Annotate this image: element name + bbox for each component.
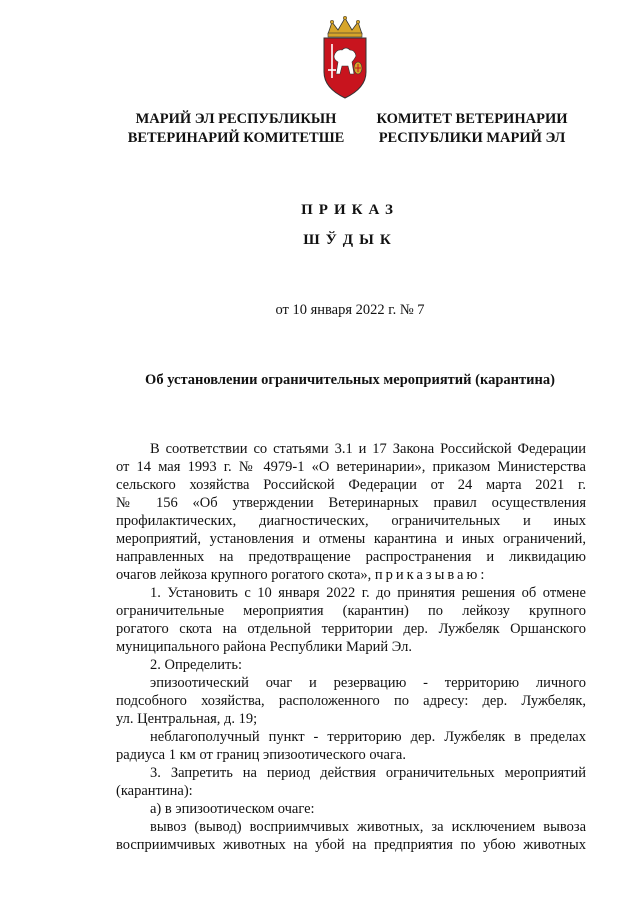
body-line: ул. Центральная, д. 19;	[116, 711, 258, 727]
order-date: от 10 января 2022 г. № 7	[275, 302, 425, 318]
body-line: мероприятий, установления и отмены карантина и иных ограничений,	[116, 531, 586, 547]
body-line: ограничительные мероприятия (карантин) по лейкозу крупного	[116, 603, 586, 619]
body-line: направленных на предотвращение распространения и ликвидацию	[116, 549, 586, 565]
header-left-mari	[116, 110, 356, 148]
body-line: 3. Запретить на период действия ограничительных мероприятий	[150, 765, 586, 781]
header-right-line-2: РЕСПУБЛИКИ МАРИЙ ЭЛ	[378, 130, 566, 146]
coat-of-arms-icon	[318, 16, 372, 100]
body-line: неблагополучный пункт - территорию дер. Лужбеляк в пределах	[150, 729, 586, 745]
body-line: вывоз (вывод) восприимчивых животных, за исключением вывоза	[150, 819, 586, 835]
order-verb: приказываю:	[374, 567, 488, 583]
body-line: 2. Определить:	[150, 657, 243, 673]
order-title: ПРИКАЗ	[301, 202, 399, 218]
intro-last-text: очагов лейкоза крупного рогатого скота»,	[116, 567, 372, 583]
body-line: подсобного хозяйства, расположенного по адресу: дер. Лужбеляк,	[116, 693, 586, 709]
body-line: рогатого скота на отдельной территории дер. Лужбеляк Оршанского	[116, 621, 586, 637]
body-line: В соответствии со статьями 3.1 и 17 Закона Российской Федерации	[150, 441, 586, 457]
body-line: а) в эпизоотическом очаге:	[150, 801, 315, 817]
body-line: радиуса 1 км от границ эпизоотического очага.	[116, 747, 406, 763]
header-left-line-1: МАРИЙ ЭЛ РЕСПУБЛИКЫН	[135, 111, 337, 127]
body-line	[116, 566, 586, 584]
header-right-line-1: КОМИТЕТ ВЕТЕРИНАРИИ	[376, 111, 568, 127]
body-line: 1. Установить с 10 января 2022 г. до принятия решения об отмене	[150, 585, 586, 601]
header-right-russian	[368, 110, 576, 148]
body-line: профилактических, диагностических, ограничительных и иных	[116, 513, 586, 529]
body-line: (карантина):	[116, 783, 193, 799]
body-line: сельского хозяйства Российской Федерации от 24 марта 2021 г.	[116, 477, 586, 493]
body-line: муниципального района Республики Марий Эл.	[116, 639, 412, 655]
header-left-line-2: ВЕТЕРИНАРИЙ КОМИТЕТШЕ	[127, 130, 345, 146]
body-line: от 14 мая 1993 г. № 4979-1 «О ветеринарии», приказом Министерства	[116, 459, 586, 475]
body-line: № 156 «Об утверждении Ветеринарных правил осуществления	[116, 495, 586, 511]
order-subject: Об установлении ограничительных мероприятий (карантина)	[145, 372, 555, 388]
body-line: восприимчивых животных на убой на предприятия по убою животных	[116, 837, 586, 853]
order-title-mari: ШЎДЫК	[303, 232, 397, 248]
body-line: эпизоотический очаг и резервацию - территорию личного	[150, 675, 586, 691]
document-body	[116, 440, 586, 854]
